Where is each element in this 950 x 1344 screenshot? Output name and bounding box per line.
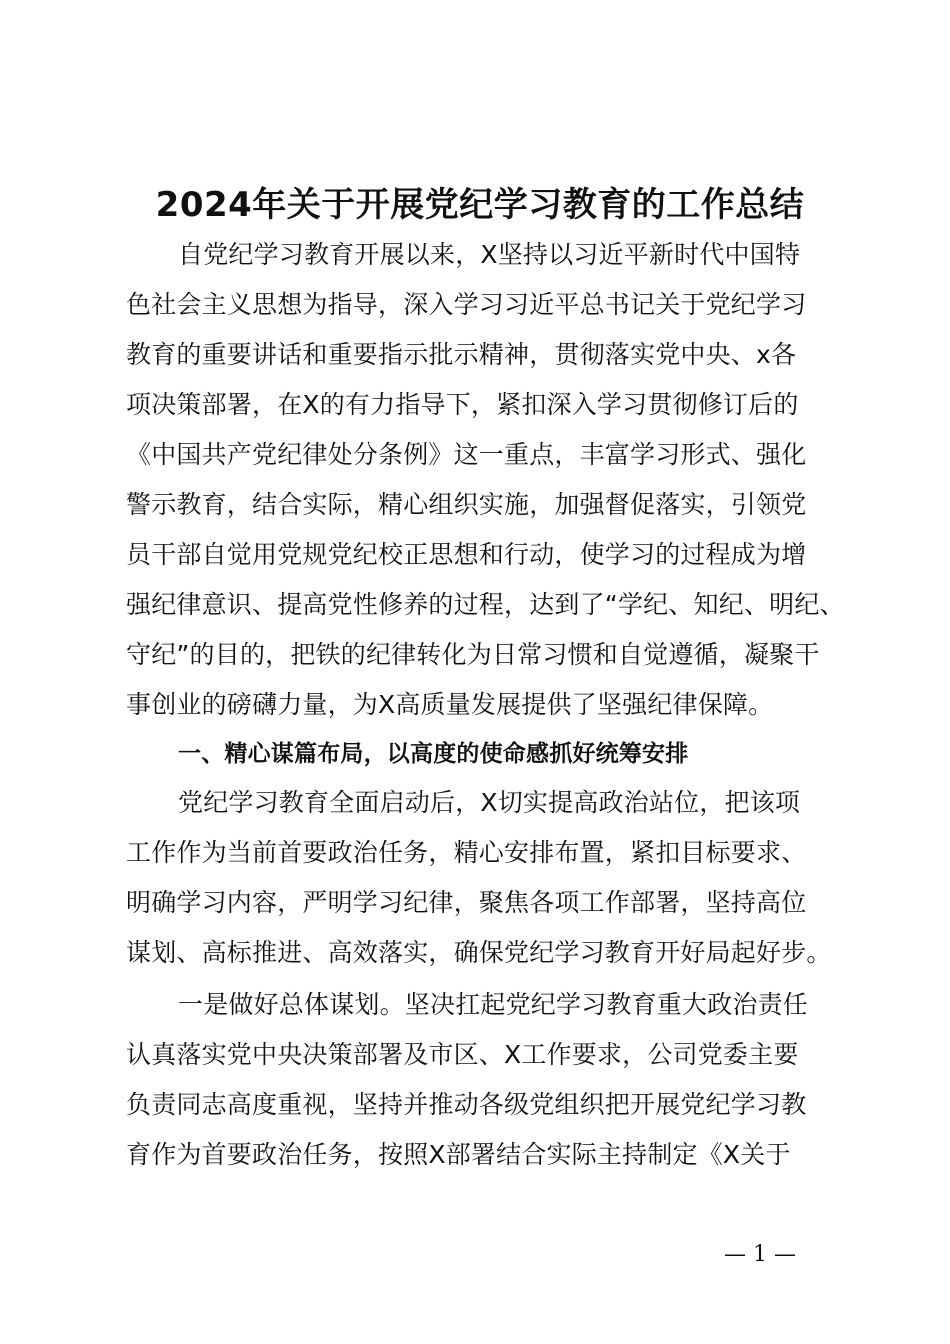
text-line: 自党纪学习教育开展以来，X坚持以习近平新时代中国特: [178, 240, 801, 269]
text-line: 负责同志高度重视，坚持并推动各级党组织把开展党纪学习教: [126, 1090, 807, 1119]
text-line: 一是做好总体谋划。坚决扛起党纪学习教育重大政治责任: [178, 990, 809, 1019]
section-heading: 一、精心谋篇布局，以高度的使命感抓好统筹安排: [178, 741, 689, 767]
document-title: 2024年关于开展党纪学习教育的工作总结: [155, 185, 805, 225]
text-line: 色社会主义思想为指导，深入学习习近平总书记关于党纪学习: [126, 290, 807, 319]
page-number: — 1 —: [724, 1242, 796, 1267]
text-line: 明确学习内容，严明学习纪律，聚焦各项工作部署，坚持高位: [126, 888, 807, 917]
text-line: 工作作为当前首要政治任务，精心安排布置，紧扣目标要求、: [126, 838, 807, 867]
text-line: 守纪”的目的，把铁的纪律转化为日常习惯和自觉遵循，凝聚干: [126, 640, 820, 669]
text-line: 谋划、高标推进、高效落实，确保党纪学习教育开好局起好步。: [126, 938, 832, 967]
text-line: 项决策部署，在X的有力指导下，紧扣深入学习贯彻修订后的: [126, 390, 799, 419]
text-line: 教育的重要讲话和重要指示批示精神，贯彻落实党中央、x各: [126, 340, 797, 369]
text-line: 事创业的磅礴力量，为X高质量发展提供了坚强纪律保障。: [126, 690, 774, 719]
text-line: 育作为首要政治任务，按照X部署结合实际主持制定《X关于: [126, 1140, 791, 1169]
text-line: 员干部自觉用党规党纪校正思想和行动，使学习的过程成为增: [126, 540, 807, 569]
text-line: 党纪学习教育全面启动后，X切实提高政治站位，把该项: [178, 788, 801, 817]
text-line: 强纪律意识、提高党性修养的过程，达到了“学纪、知纪、明纪、: [126, 590, 845, 619]
text-line: 警示教育，结合实际，精心组织实施，加强督促落实，引领党: [126, 490, 807, 519]
text-line: 《中国共产党纪律处分条例》这一重点，丰富学习形式、强化: [126, 440, 807, 469]
text-line: 认真落实党中央决策部署及市区、X工作要求，公司党委主要: [126, 1040, 799, 1069]
